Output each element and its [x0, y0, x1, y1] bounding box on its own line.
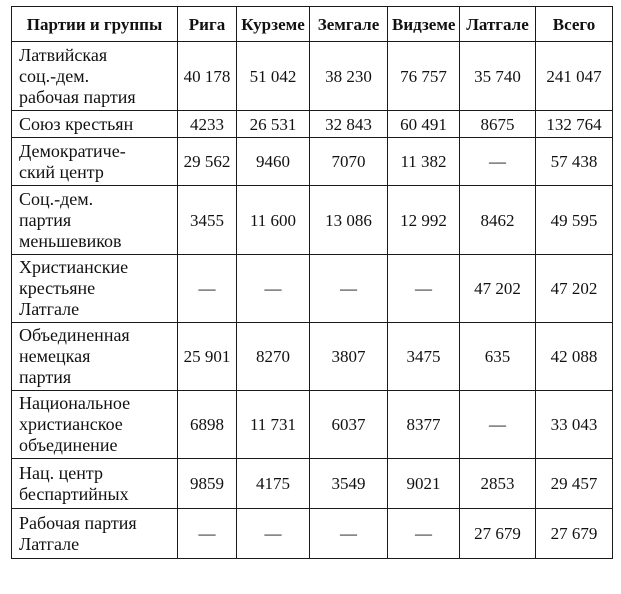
- party-name-line: рабочая партия: [19, 86, 136, 107]
- latgale-votes: 47 202: [460, 255, 536, 323]
- latgale-votes: 2853: [460, 459, 536, 509]
- total-votes: 27 679: [536, 509, 613, 559]
- riga-votes: 9859: [178, 459, 237, 509]
- header-total: Всего: [536, 7, 613, 42]
- kurzeme-votes: 26 531: [237, 111, 310, 138]
- total-votes: 29 457: [536, 459, 613, 509]
- table-row: [12, 391, 613, 459]
- party-name-line: Латвийская: [19, 44, 108, 65]
- header-vidzeme: Видземе: [388, 7, 460, 42]
- latgale-votes: —: [460, 391, 536, 459]
- header-row: [12, 7, 613, 42]
- header-latgale: Латгале: [460, 7, 536, 42]
- zemgale-votes: 13 086: [310, 186, 388, 255]
- party-name-cell: [12, 111, 178, 138]
- party-name-line: Соц.-дем.: [19, 188, 94, 209]
- riga-votes: —: [178, 255, 237, 323]
- vidzeme-votes: 9021: [388, 459, 460, 509]
- party-name-line: крестьяне: [19, 278, 96, 298]
- vidzeme-votes: 12 992: [388, 186, 460, 255]
- header-parties: Партии и группы: [12, 7, 178, 42]
- kurzeme-votes: 9460: [237, 138, 310, 186]
- vidzeme-votes: 60 491: [388, 111, 460, 138]
- vidzeme-votes: —: [388, 255, 460, 323]
- party-name-line: партия: [19, 209, 72, 230]
- riga-votes: 29 562: [178, 138, 237, 186]
- latgale-votes: 8462: [460, 186, 536, 255]
- total-votes: 33 043: [536, 391, 613, 459]
- party-name-line: меньшевиков: [19, 230, 122, 251]
- kurzeme-votes: 8270: [237, 323, 310, 391]
- party-name-line: Рабочая партия: [19, 512, 137, 533]
- table-row: [12, 459, 613, 509]
- party-name-line: беспартийных: [19, 483, 129, 504]
- party-name-line: немецкая: [19, 346, 91, 366]
- party-name-line: Нац. центр: [19, 462, 103, 483]
- latgale-votes: 635: [460, 323, 536, 391]
- kurzeme-votes: 11 731: [237, 391, 310, 459]
- party-name-line: партия: [19, 367, 72, 387]
- riga-votes: 6898: [178, 391, 237, 459]
- vidzeme-votes: 8377: [388, 391, 460, 459]
- party-name-cell: [12, 138, 178, 186]
- party-name-line: Демократиче-: [19, 140, 126, 161]
- zemgale-votes: 6037: [310, 391, 388, 459]
- party-name-line: Христианские: [19, 257, 129, 277]
- vidzeme-votes: 3475: [388, 323, 460, 391]
- party-name-line: христианское: [19, 414, 123, 434]
- kurzeme-votes: 4175: [237, 459, 310, 509]
- party-name-cell: [12, 186, 178, 255]
- total-votes: 241 047: [536, 42, 613, 111]
- latgale-votes: 35 740: [460, 42, 536, 111]
- table-row: [12, 111, 613, 138]
- vidzeme-votes: 76 757: [388, 42, 460, 111]
- party-name-cell: [12, 391, 178, 459]
- total-votes: 49 595: [536, 186, 613, 255]
- election-results-table: [11, 6, 613, 559]
- party-name-cell: [12, 323, 178, 391]
- party-name-line: ский центр: [19, 161, 104, 182]
- party-name-cell: [12, 255, 178, 323]
- table-row: [12, 138, 613, 186]
- party-name-line: соц.-дем.: [19, 65, 90, 86]
- zemgale-votes: 3549: [310, 459, 388, 509]
- party-name-cell: [12, 509, 178, 559]
- party-name-line: Латгале: [19, 533, 80, 554]
- riga-votes: —: [178, 509, 237, 559]
- kurzeme-votes: —: [237, 509, 310, 559]
- riga-votes: 4233: [178, 111, 237, 138]
- party-name-line: объединение: [19, 435, 118, 455]
- table-row: [12, 186, 613, 255]
- kurzeme-votes: —: [237, 255, 310, 323]
- zemgale-votes: —: [310, 509, 388, 559]
- total-votes: 57 438: [536, 138, 613, 186]
- total-votes: 47 202: [536, 255, 613, 323]
- kurzeme-votes: 11 600: [237, 186, 310, 255]
- party-name-cell: [12, 42, 178, 111]
- vidzeme-votes: —: [388, 509, 460, 559]
- total-votes: 132 764: [536, 111, 613, 138]
- riga-votes: 25 901: [178, 323, 237, 391]
- zemgale-votes: 38 230: [310, 42, 388, 111]
- party-name-cell: [12, 459, 178, 509]
- riga-votes: 40 178: [178, 42, 237, 111]
- kurzeme-votes: 51 042: [237, 42, 310, 111]
- zemgale-votes: —: [310, 255, 388, 323]
- latgale-votes: 27 679: [460, 509, 536, 559]
- table-row: [12, 323, 613, 391]
- zemgale-votes: 32 843: [310, 111, 388, 138]
- latgale-votes: —: [460, 138, 536, 186]
- total-votes: 42 088: [536, 323, 613, 391]
- table-row: [12, 255, 613, 323]
- zemgale-votes: 3807: [310, 323, 388, 391]
- party-name-line: Союз крестьян: [19, 113, 134, 134]
- party-name-line: Объединенная: [19, 325, 130, 345]
- party-name-line: Латгале: [19, 299, 80, 319]
- header-zemgale: Земгале: [310, 7, 388, 42]
- vidzeme-votes: 11 382: [388, 138, 460, 186]
- table-row: [12, 42, 613, 111]
- zemgale-votes: 7070: [310, 138, 388, 186]
- latgale-votes: 8675: [460, 111, 536, 138]
- riga-votes: 3455: [178, 186, 237, 255]
- header-riga: Рига: [178, 7, 237, 42]
- party-name-line: Национальное: [19, 393, 131, 413]
- header-kurzeme: Курземе: [237, 7, 310, 42]
- table-row: [12, 509, 613, 559]
